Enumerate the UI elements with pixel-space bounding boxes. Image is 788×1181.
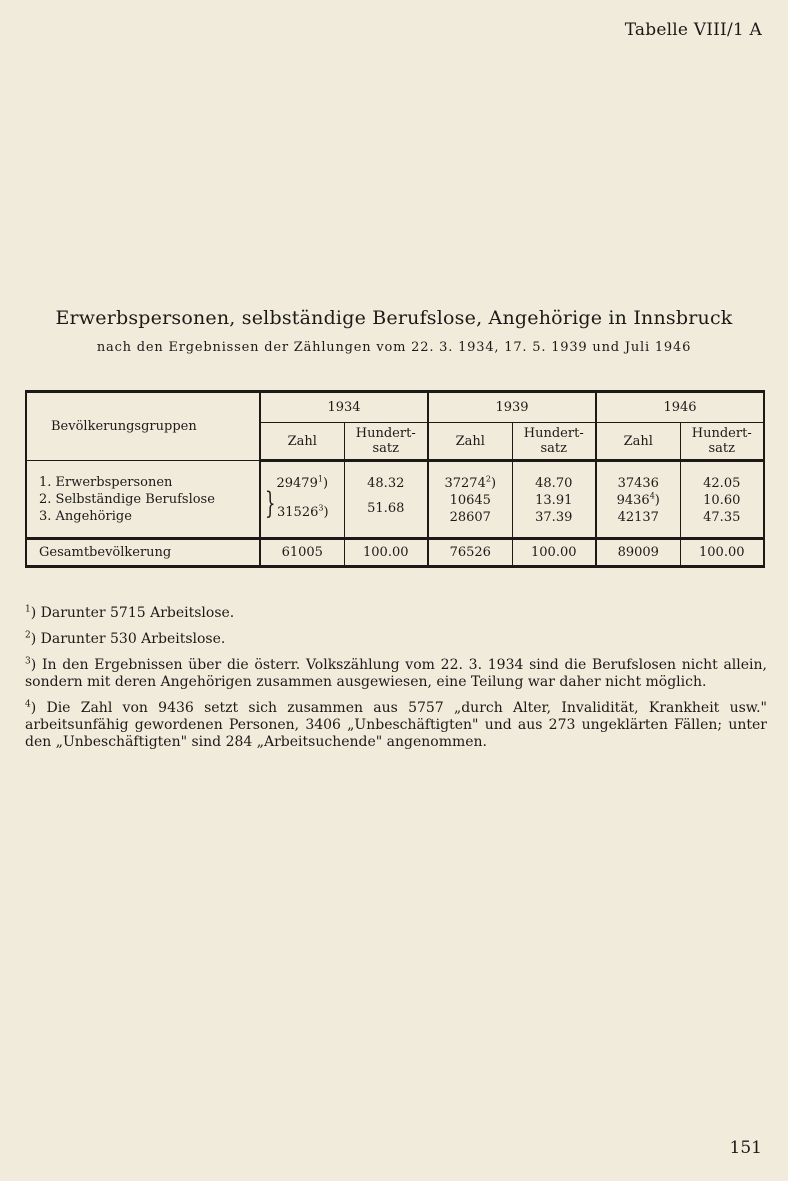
value-1934-merged-zahl: 31526$^3$) [277,503,329,520]
year-header-1939: 1939 [428,392,596,423]
cell-1939-hundertsatz: 48.70 13.91 37.39 [512,461,596,539]
year-header-1934: 1934 [260,392,428,423]
footnote: $^2$) Darunter 530 Arbeitslose. [25,630,226,647]
page-title: Erwerbspersonen, selbständige Berufslose, Angehörige in Innsbruck [55,307,733,329]
table-reference: Tabelle VIII/1 A [624,20,762,40]
total-1939-hundertsatz: 100.00 [512,539,596,567]
footnote: $^4$) Die Zahl von 9436 setzt sich zusammen aus 5757 „durch Alter, Invalidität, Krankheit usw." arbeitsunfähig gewordenen Personen, 3406 „Unbeschäftigten" und aus 273 ungeklärten Fällen; unter den „Unbeschäftigten" sind 284 „Arbeitsuchende" angenommen. [25,699,767,750]
total-1934-zahl: 61005 [260,539,344,567]
total-label: Gesamtbevölkerung [26,539,260,567]
footnote: $^3$) In den Ergebnissen über die österr. Volkszählung vom 22. 3. 1934 sind die Berufslosen nicht allein, sondern mit deren Angehörigen zusammen ausgewiesen, eine Teilung war daher nicht möglich. [25,656,767,690]
cell-1946-hundertsatz: 42.05 10.60 47.35 [703,476,741,525]
cell-1934-zahl [260,461,344,539]
population-table [25,390,765,568]
total-1946-zahl: 89009 [596,539,680,567]
page-subtitle: nach den Ergebnissen der Zählungen vom 22. 3. 1934, 17. 5. 1939 und Juli 1946 [96,340,692,355]
row-label-berufslose: 2. Selbständige Berufslose [39,492,215,507]
cell-1939-zahl: 37274$^2$) 10645 28607 [428,461,512,539]
footnote: $^1$) Darunter 5715 Arbeitslose. [25,604,235,621]
cell-1946-zahl: 37436 9436$^4$) 42137 [596,461,680,539]
row-label-erwerbspersonen: 1. Erwerbspersonen [39,475,173,490]
table-row-groups [26,461,764,539]
cell-1934-hundertsatz [344,461,428,539]
page-number: 151 [729,1138,762,1158]
column-header-hundertsatz: Hundert- satz [680,423,764,461]
group-column-header: Bevölkerungsgruppen [26,392,260,461]
row-label-angehoerige: 3. Angehörige [39,509,132,524]
total-1934-hundertsatz: 100.00 [344,539,428,567]
column-header-zahl: Zahl [260,423,344,461]
total-1939-zahl: 76526 [428,539,512,567]
column-header-hundertsatz: Hundert- satz [512,423,596,461]
table-row-total [26,539,764,567]
value-1934-merged-proz: 51.68 [367,501,405,516]
year-header-1946: 1946 [596,392,764,423]
value-1934-erwerb-zahl: 29479$^1$) [276,474,329,491]
footnotes [25,605,767,760]
value-1934-erwerb-proz: 48.32 [367,476,405,491]
row-labels [26,461,260,539]
column-header-zahl: Zahl [428,423,512,461]
column-header-zahl: Zahl [596,423,680,461]
brace-icon: } [265,486,276,521]
column-header-hundertsatz: Hundert- satz [344,423,428,461]
total-1946-hundertsatz: 100.00 [699,545,745,560]
